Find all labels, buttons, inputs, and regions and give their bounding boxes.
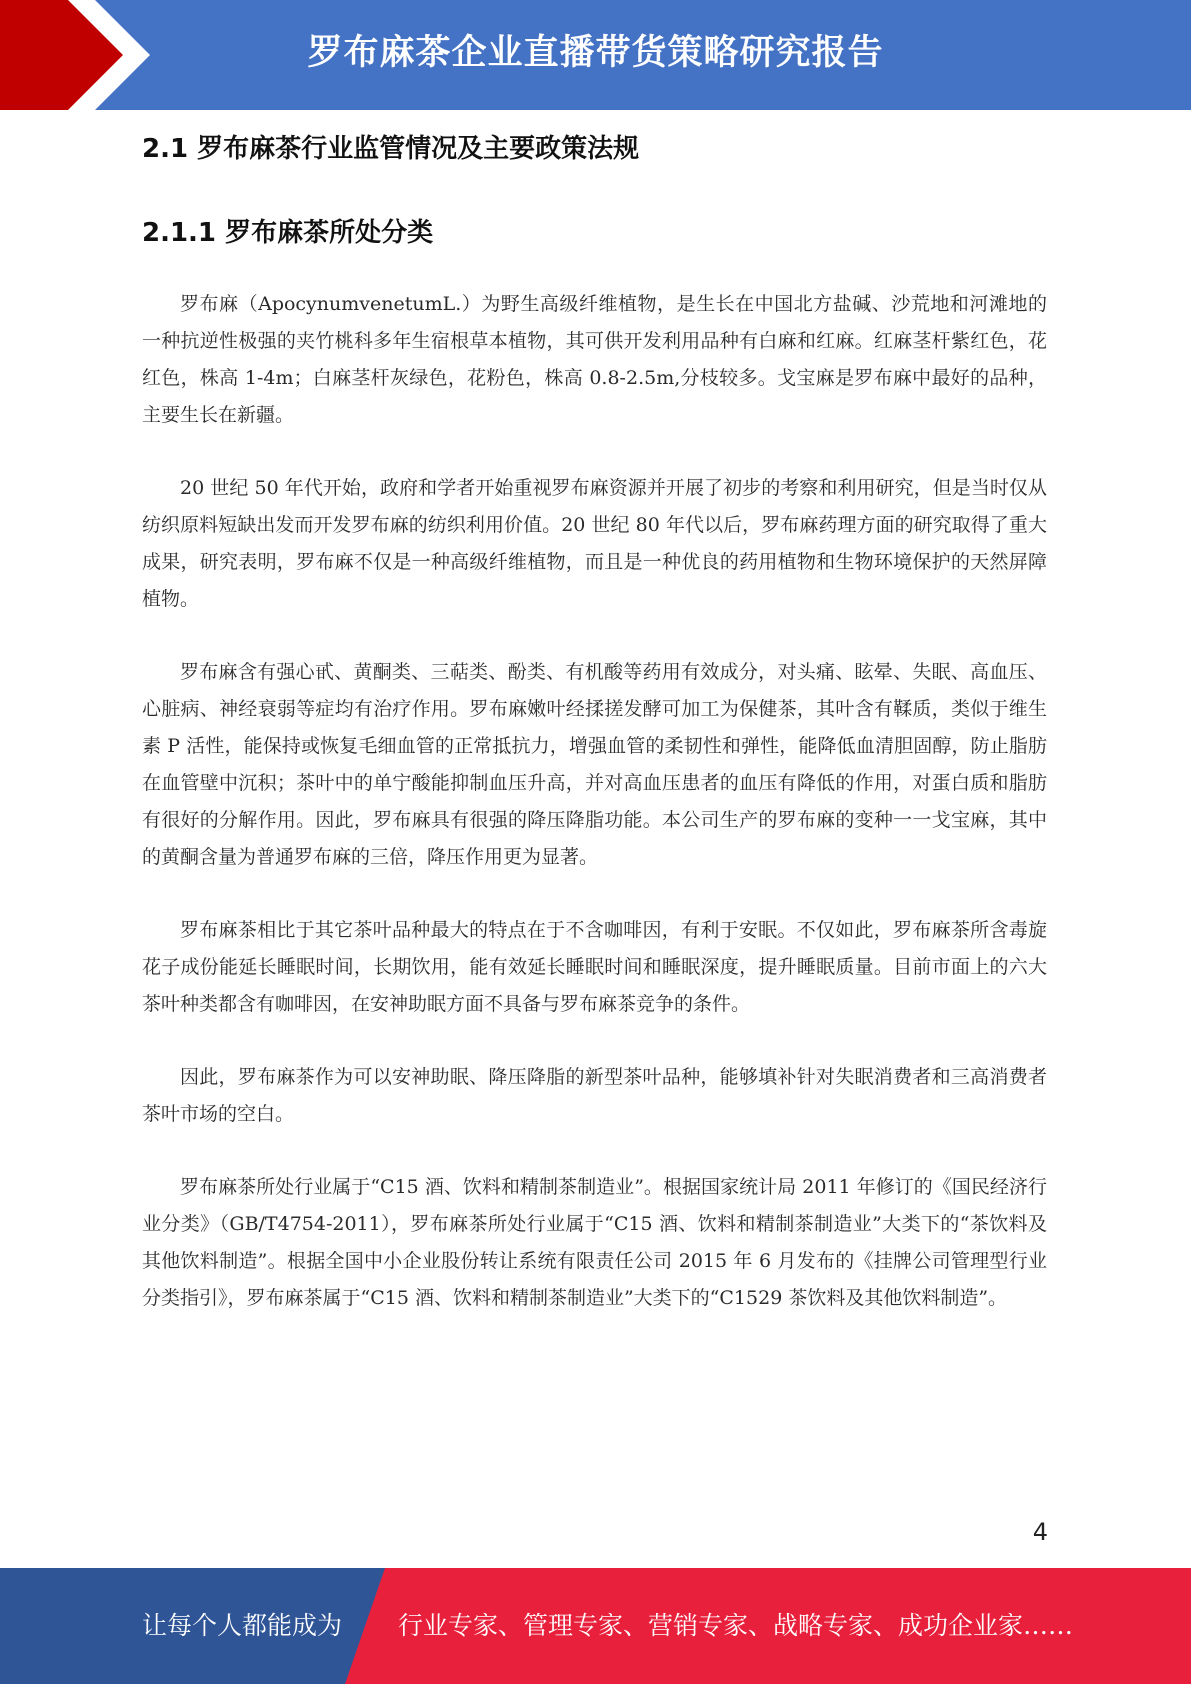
- page-header: [0, 0, 1191, 110]
- report-title: 罗布麻茶企业直播带货策略研究报告: [307, 33, 884, 73]
- page-number: 4: [1032, 1518, 1048, 1546]
- subsection-title: 2.1.1 罗布麻茶所处分类: [142, 218, 434, 248]
- paragraph: 因此，罗布麻茶作为可以安神助眠、降压降脂的新型茶叶品种，能够填补针对失眠消费者和三高消费者茶叶市场的空白。: [142, 1066, 1047, 1125]
- body-text: [142, 286, 1047, 1317]
- main-content: [142, 126, 1047, 1353]
- section-title: 2.1 罗布麻茶行业监管情况及主要政策法规: [142, 134, 640, 164]
- paragraph: 罗布麻茶相比于其它茶叶品种最大的特点在于不含咖啡因，有利于安眠。不仅如此，罗布麻茶所含毒旋花子成份能延长睡眠时间，长期饮用，能有效延长睡眠时间和睡眠深度，提升睡眠质量。目前市面上的六大茶叶种类都含有咖啡因，在安神助眠方面不具备与罗布麻茶竞争的条件。: [142, 919, 1047, 1015]
- paragraph: 罗布麻（ApocynumvenetumL.）为野生高级纤维植物，是生长在中国北方盐碱、沙荒地和河滩地的一种抗逆性极强的夹竹桃科多年生宿根草本植物，其可供开发利用品种有白麻和红麻。红麻茎杆紫红色，花红色，株高 1-4m；白麻茎杆灰绿色，花粉色，株高 0.8-2.5m,分枝较多。戈宝麻是罗布麻中最好的品种，主要生长在新疆。: [142, 293, 1047, 426]
- paragraph: 罗布麻茶所处行业属于“C15 酒、饮料和精制茶制造业”。根据国家统计局 2011 年修订的《国民经济行业分类》（GB/T4754-2011），罗布麻茶所处行业属于“C15 酒、饮料和精制茶制造业”大类下的“茶饮料及其他饮料制造”。根据全国中小企业股份转让系统有限责任公司 2015 年 6 月发布的《挂牌公司管理型行业分类指引》，罗布麻茶属于“C15 酒、饮料和精制茶制造业”大类下的“C1529 茶饮料及其他饮料制造”。: [142, 1176, 1047, 1309]
- page-footer: [0, 1568, 1191, 1684]
- paragraph: 罗布麻含有强心甙、黄酮类、三萜类、酚类、有机酸等药用有效成分，对头痛、眩晕、失眠、高血压、心脏病、神经衰弱等症均有治疗作用。罗布麻嫩叶经揉搓发酵可加工为保健茶，其叶含有鞣质，类似于维生素 P 活性，能保持或恢复毛细血管的正常抵抗力，增强血管的柔韧性和弹性，能降低血清胆固醇，防止脂肪在血管壁中沉积；茶叶中的单宁酸能抑制血压升高，并对高血压患者的血压有降低的作用，对蛋白质和脂肪有很好的分解作用。因此，罗布麻具有很强的降压降脂功能。本公司生产的罗布麻的变种一一戈宝麻，其中的黄酮含量为普通罗布麻的三倍，降压作用更为显著。: [142, 661, 1047, 868]
- paragraph: 20 世纪 50 年代开始，政府和学者开始重视罗布麻资源并开展了初步的考察和利用研究，但是当时仅从纺织原料短缺出发而开发罗布麻的纺织利用价值。20 世纪 80 年代以后，罗布麻药理方面的研究取得了重大成果，研究表明，罗布麻不仅是一种高级纤维植物，而且是一种优良的药用植物和生物环境保护的天然屏障植物。: [142, 477, 1047, 610]
- footer-slogan-left: 让每个人都能成为: [142, 1611, 343, 1640]
- header-chevron-icon: [0, 0, 160, 110]
- footer-slogan-right: 行业专家、管理专家、营销专家、战略专家、成功企业家……: [398, 1611, 1074, 1640]
